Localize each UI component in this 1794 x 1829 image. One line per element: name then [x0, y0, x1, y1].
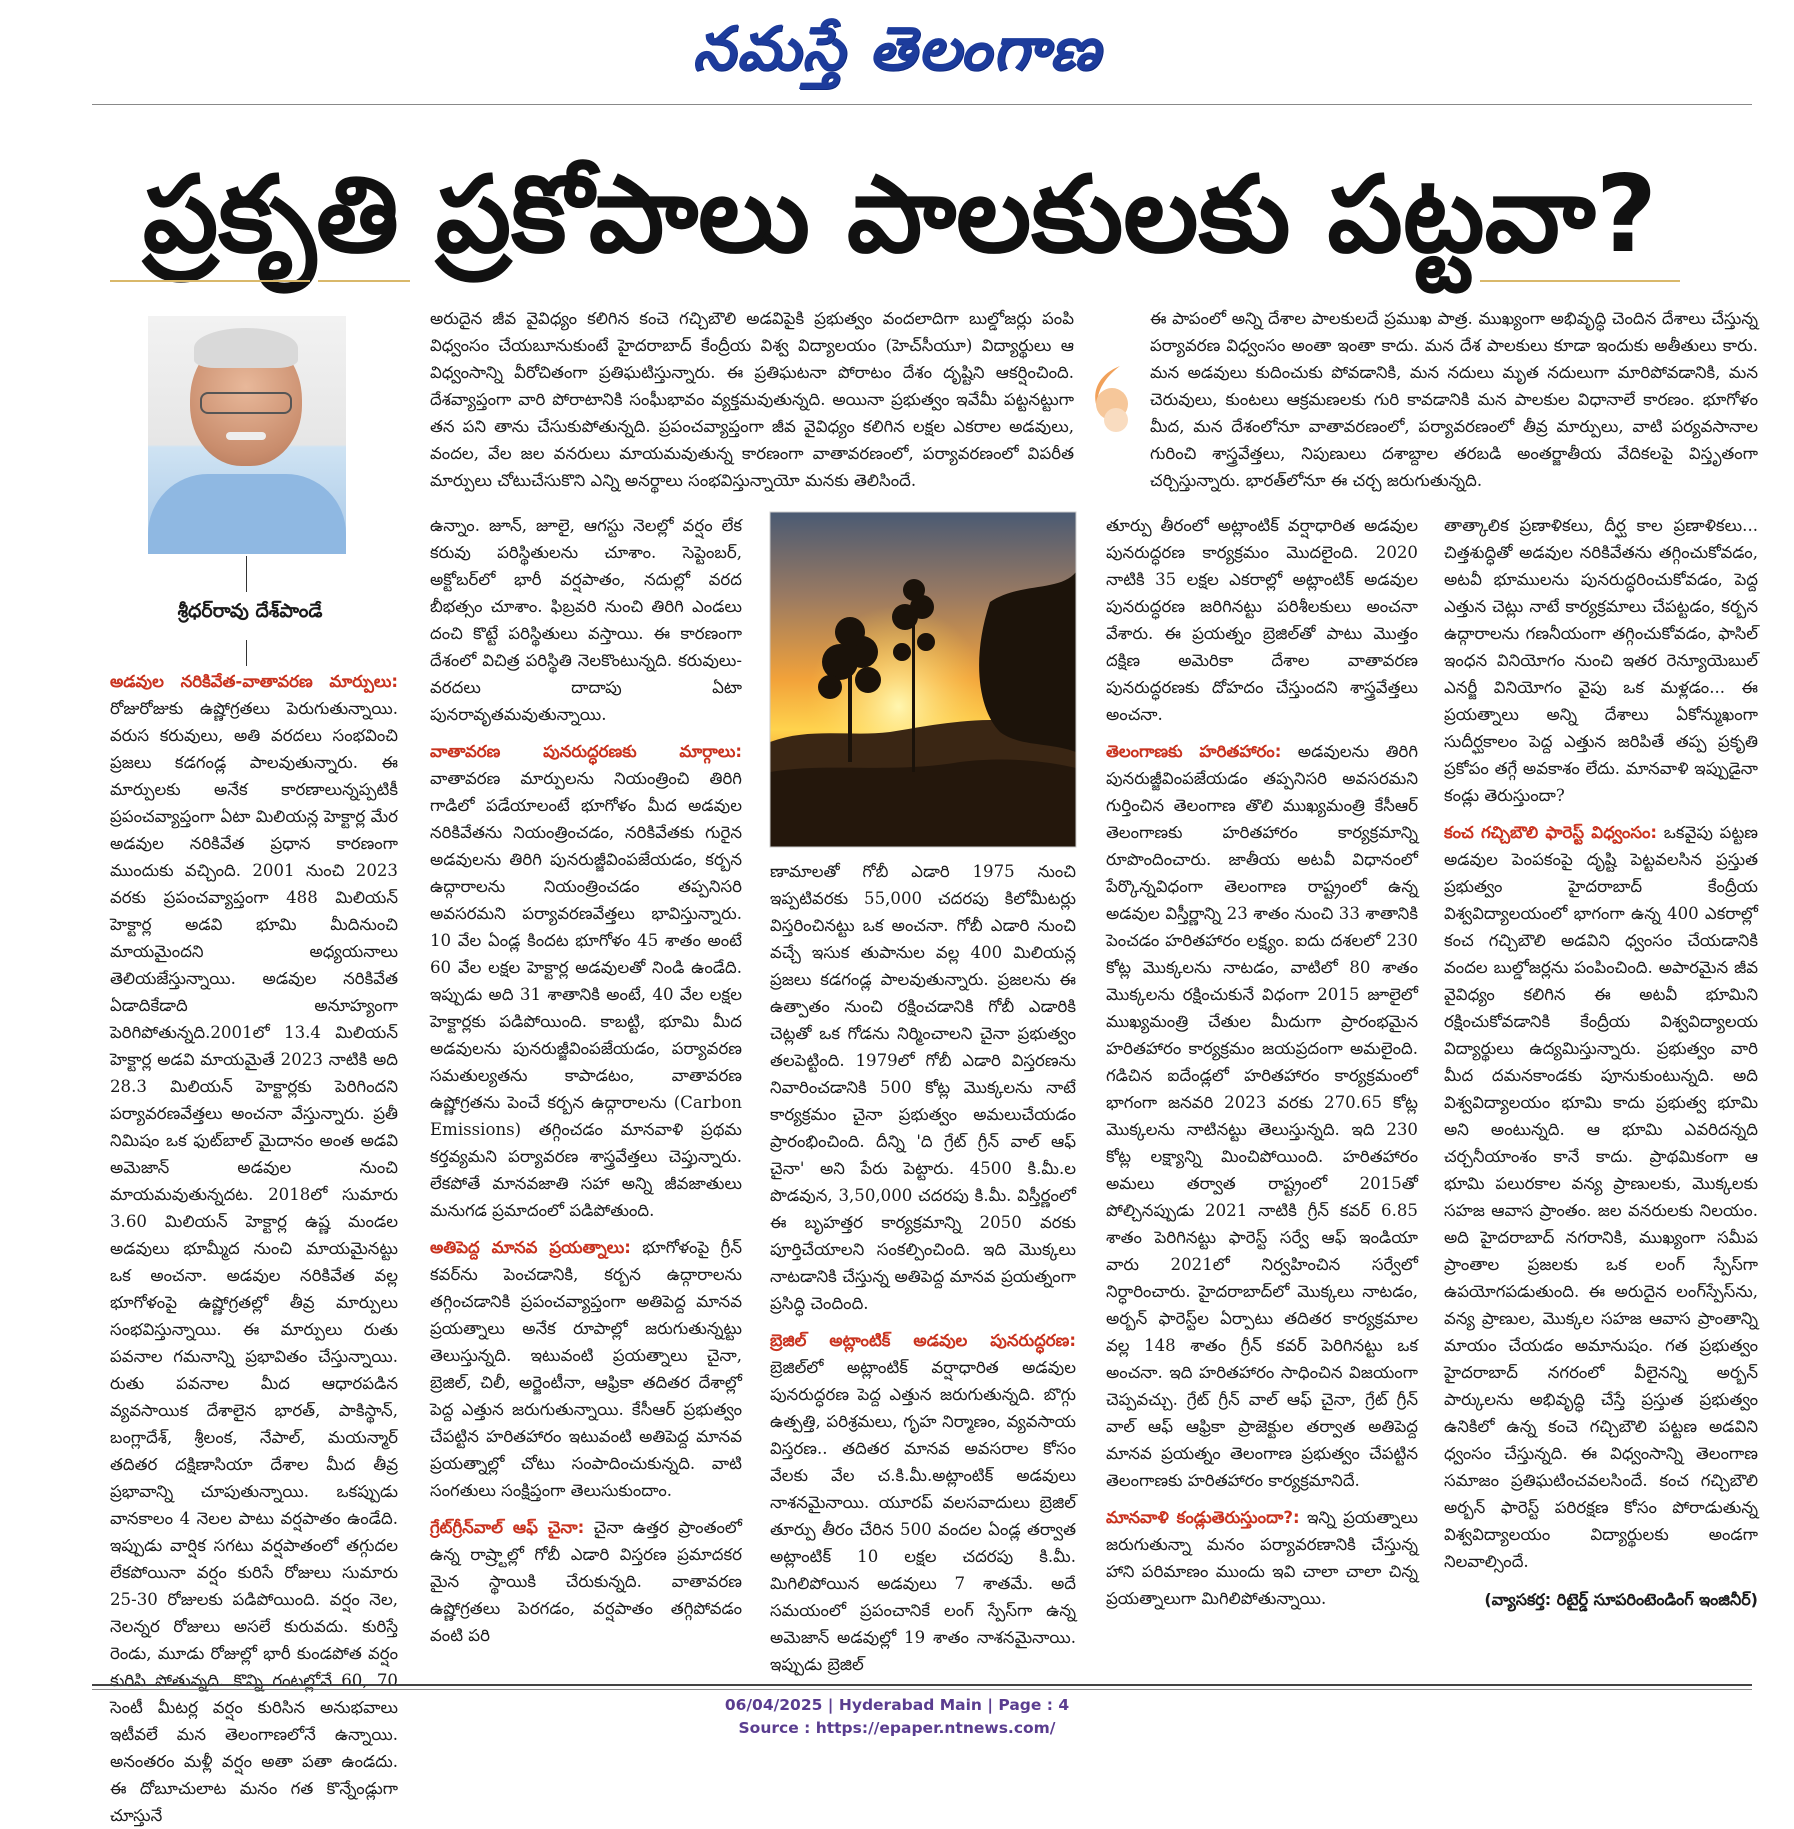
paragraph [430, 738, 742, 1224]
subheading: బ్రెజిల్ అట్లాంటిక్ అడవుల పునరుద్ధరణ: [770, 1331, 1076, 1350]
subheading: గ్రేట్‌గ్రీన్‌వాల్ ఆఫ్ చైనా: [430, 1518, 585, 1537]
subheading: తెలంగాణకు హరితహారం: [1106, 742, 1282, 761]
author-connector-top [246, 556, 247, 592]
paragraph-text: రోజురోజుకు ఉష్ణోగ్రతలు పెరుగుతున్నాయి. వరుస కరువులు, అతి వరదలు సంభవించి ప్రజలు కడగండ్ల పాలవుతున్నారు. ఈ మార్పులకు అనేక కారణాలున్నప్పటికీ ప్రపంచవ్యాప్తంగా ఏటా మిలియన్ల హెక్టార్ల మేర అడవుల నరికివేత ప్రధాన కారణంగా ముందుకు వచ్చింది. 2001 నుంచి 2023 వరకు ప్రపంచవ్యాప్తంగా 488 మిలియన్ హెక్టార్ల అడవి భూమి మీదినుంచి మాయమైందని అధ్యయనాలు తెలియజేస్తున్నాయి. అడవుల నరికివేత ఏడాదికేడాది అనూహ్యంగా పెరిగిపోతున్నది.2001లో 13.4 మిలియన్ హెక్టార్ల అడవి మాయమైతే 2023 నాటికి అది 28.3 మిలియన్ హెక్టార్లకు పెరిగిందని పర్యావరణవేత్తలు అంచనా వేస్తున్నారు. ప్రతీ నిమిషం ఒక ఫుట్‌బాల్ మైదానం అంత అడవి అమెజాన్ అడవుల నుంచి మాయమవుతున్నదట. 2018లో సుమారు 3.60 మిలియన్ హెక్టార్ల ఉష్ణ మండల అడవులు భూమ్మీద నుంచి మాయమైనట్టు ఒక అంచనా. అడవుల నరికివేత వల్ల భూగోళంపై ఉష్ణోగ్రతల్లో తీవ్ర మార్పులు సంభవిస్తున్నాయి. ఈ మార్పులు రుతు పవనాల గమనాన్ని ప్రభావితం చేస్తున్నాయి. రుతు పవనాల మీద ఆధారపడిన వ్యవసాయిక దేశాలైన భారత్, పాకిస్థాన్, బంగ్లాదేశ్, శ్రీలంక, నేపాల్, మయన్మార్ తదితర దక్షిణాసియా దేశాల మీద తీవ్ర ప్రభావాన్ని చూపుతున్నాయి. ఒకప్పుడు వానకాలం 4 నెలల పాటు వర్షపాతం ఉండేది. ఇప్పుడు వార్షిక సగటు వర్షపాతంలో తగ్గుదల లేకపోయినా వర్షం కురిసే రోజులు సుమారు 25-30 రోజులకు పడిపోయింది. వర్షం నెల, నెలన్నర రోజులు అసలే కురువదు. కురిస్తే రెండు, మూడు రోజుల్లో భారీ కుండపోత వర్షం కురిసి పోతున్నది. కొన్ని గంటల్లోనే 60, 70 సెంటీ మీటర్ల వర్షం కురిసిన అనుభవాలు ఇటీవలే మన తెలంగాణలోనే ఉన్నాయి. అనంతరం మళ్లీ వర్షం అతా పతా ఉండదు. ఈ దోబూచులాట మనం గత కొన్నేండ్లుగా చూస్తునే [110, 699, 398, 1825]
paragraph [770, 1327, 1076, 1678]
swirl-ornament-icon [1082, 360, 1132, 440]
author-connector-bottom [246, 640, 247, 666]
paragraph-text: ఇన్ని ప్రయత్నాలు జరుగుతున్నా మనం పర్యావరణానికి చేస్తున్న హాని పరిమాణం ముందు ఇవి చాలా చాలా చిన్న ప్రయత్నాలుగా మిగిలిపోతున్నాయి. [1106, 1508, 1418, 1608]
paragraph-text: ణామాలతో గోబీ ఎడారి 1975 నుంచి ఇప్పటివరకు 55,000 చదరపు కిలోమీటర్లు విస్తరించినట్టు ఒక అంచనా. గోబీ ఎడారి నుంచి వచ్చే ఇసుక తుపానుల వల్ల 400 మిలియన్ల ప్రజలు కడగండ్ల పాలవుతున్నారు. ప్రజలను ఈ ఉత్పాతం నుంచి రక్షించడానికి గోబీ ఎడారికి చెట్లతో ఒక గోడను నిర్మించాలని చైనా ప్రభుత్వం తలపెట్టింది. 1979లో గోబీ ఎడారి విస్తరణను నివారించడానికి 500 కోట్ల మొక్కలను నాటే కార్యక్రమం చైనా ప్రభుత్వం అమలుచేయడం ప్రారంభించింది. దీన్ని 'ది గ్రేట్ గ్రీన్ వాల్ ఆఫ్ చైనా' అని పేరు పెట్టారు. 4500 కి.మీ.ల పొడవున, 3,50,000 చదరపు కి.మీ. విస్తీర్ణంలో ఈ బృహత్తర కార్యక్రమాన్ని 2050 వరకు పూర్తిచేయాలని సంకల్పించింది. ఇది మొక్కలు నాటడానికి చేస్తున్న అతిపెద్ద మానవ ప్రయత్నంగా ప్రసిద్ధి చెందింది. [770, 862, 1076, 1313]
headline: ప్రకృతి ప్రకోపాలు పాలకులకు పట్టవా? [142, 153, 1658, 276]
paragraph-text: భూగోళంపై గ్రీన్ కవర్‌ను పెంచడానికి, కర్బన ఉద్గారాలను తగ్గించడానికి ప్రపంచవ్యాప్తంగా అతిపెద్ద మానవ ప్రయత్నాలు అనేక రూపాల్లో జరుగుతున్నట్టు తెలుస్తున్నది. ఇటువంటి ప్రయత్నాలు చైనా, బ్రెజిల్, చిలీ, అర్జెంటీనా, ఆఫ్రికా తదితర దేశాల్లో పెద్ద ఎత్తున జరుగుతున్నాయి. కేసీఆర్ ప్రభుత్వం చేపట్టిన హరితహారం ఇటువంటి అతిపెద్ద మానవ ప్రయత్నాల్లో చోటు సంపాదించుకున్నది. వాటి సంగతులు సంక్షిప్తంగా తెలుసుకుందాం. [430, 1238, 742, 1500]
column-4 [1106, 512, 1418, 1680]
intro-left: అరుదైన జీవ వైవిధ్యం కలిగిన కంచె గచ్చిబౌలి అడవిపైకి ప్రభుత్వం వందలాదిగా బుల్డోజర్లు పంపి విధ్వంసం చేయబూనుకుంటే హైదరాబాద్ కేంద్రీయ విశ్వ విద్యాలయం (హెచ్‌సీయూ) విద్యార్థులు ఆ విధ్వంసాన్ని వీరోచితంగా ప్రతిఘటిస్తున్నారు. ఈ ప్రతిఘటనా పోరాటం దేశం దృష్టిని ఆకర్షించింది. దేశవ్యాప్తంగా వారి పోరాటానికి సంఘీభావం వ్యక్తమవుతున్నది. అయినా ప్రభుత్వం ఇవేమీ పట్టనట్టుగా తన పని తాను చేసుకుపోతున్నది. ప్రపంచవ్యాప్తంగా జీవ వైవిధ్యం కలిగిన లక్షల ఎకరాల అడవులు, వందల, వేల జల వనరులు మాయమవుతున్న కారణంగా వాతావరణంలో, పర్యావరణంలో విపరీత మార్పులు చోటుచేసుకొని ఎన్ని అనర్థాలు సంభవిస్తున్నాయో మనకు తెలిసిందే. [430, 309, 1074, 490]
footer-rule-2 [92, 1689, 1752, 1690]
paragraph [1106, 738, 1418, 1494]
footer-rule-1 [92, 1684, 1752, 1686]
footer-edition: 06/04/2025 | Hyderabad Main | Page : 4 [724, 1696, 1070, 1714]
paragraph-text: తూర్పు తీరంలో అట్లాంటిక్ వర్షాధారిత అడవుల పునరుద్ధరణ కార్యక్రమం మొదలైంది. 2020 నాటికి 35 లక్షల ఎకరాల్లో అట్లాంటిక్ అడవుల పునరుద్ధరణ జరిగినట్టు పరిశీలకులు అంచనా వేశారు. ఈ ప్రయత్నం బ్రెజిల్‌తో పాటు మొత్తం దక్షిణ అమెరికా దేశాల వాతావరణ పునరుద్ధరణకు దోహదం చేస్తుందని శాస్త్రవేత్తలు అంచనా. [1106, 516, 1418, 724]
paragraph [1106, 512, 1418, 728]
subheading: మానవాళి కండ్లుతెరుస్తుందా?: [1106, 1508, 1300, 1527]
column-3 [770, 858, 1076, 1680]
paragraph-text: ఒకవైపు పట్టణ అడవుల పెంపకంపై దృష్టి పెట్టవలసిన ప్రస్తుత ప్రభుత్వం హైదరాబాద్ కేంద్రీయ విశ్వవిద్యాలయంలో భాగంగా ఉన్న 400 ఎకరాల్లో కంచ గచ్చిబౌలి అడవిని ధ్వంసం చేయడానికి వందల బుల్డోజర్లను పంపించింది. అపారమైన జీవ వైవిధ్యం కలిగిన ఈ అటవీ భూమిని రక్షించుకోవడానికి కేంద్రీయ విశ్వవిద్యాలయ విద్యార్థులు ఉద్యమిస్తున్నారు. ప్రభుత్వం వారి మీద దమనకాండకు పూనుకుంటున్నది. అది విశ్వవిద్యాలయం భూమి కాదు ప్రభుత్వ భూమి అని అంటున్నది. ఆ భూమి ఎవరిదన్నది చర్చనీయాంశం కానే కాదు. ప్రాథమికంగా ఆ భూమి పలురకాల వన్య ప్రాణులకు, మొక్కలకు సహజ ఆవాస ప్రాంతం. జల వనరులకు నిలయం. అది హైదరాబాద్ నగరానికి, ముఖ్యంగా సమీప ప్రాంతాల ప్రజలకు ఒక లంగ్ స్పేస్‌గా ఉపయోగపడుతుంది. ఈ అరుదైన లంగ్‌స్పేస్‌ను, వన్య ప్రాణుల, మొక్కల సహజ ఆవాస ప్రాంతాన్ని మాయం చేయడం అమానుషం. గత ప్రభుత్వం హైదరాబాద్ నగరంలో వీలైనన్ని అర్బన్ పార్కులను అభివృద్ధి చేస్తే ప్రస్తుత ప్రభుత్వం ఉనికిలో ఉన్న కంచె గచ్చిబౌలి పట్టణ అడవిని ధ్వంసం చేస్తున్నది. ఈ విధ్వంసాన్ని తెలంగాణ సమాజం ప్రతిఘటించవలసిందే. కంచ గచ్చిబౌలి అర్బన్ ఫారెస్ట్ పరిరక్షణ కోసం పోరాడుతున్న విశ్వవిద్యాలయం విద్యార్థులకు అండగా నిలవాల్సిందే. [1444, 823, 1759, 1571]
intro-right: ఈ పాపంలో అన్ని దేశాల పాలకులదే ప్రముఖ పాత్ర. ముఖ్యంగా అభివృద్ధి చెందిన దేశాలు చేస్తున్న పర్యావరణ విధ్వంసం అంతా ఇంతా కాదు. మన దేశ పాలకులు కూడా ఇందుకు అతీతులు కారు. మన అడవులు కుదించుకు పోవడానికి, మన నదులు మృత నదులుగా మారిపోవడానికి, మన చెరువులు, కుంటలు ఆక్రమణలకు గురి కావడానికి మన పాలకుల విధానాలే కారణం. భూగోళం మీద, మన దేశంలోనూ వాతావరణంలో, పర్యావరణంలో తీవ్ర మార్పులు, వాటి పర్యవసానాల గురించి శాస్త్రవేత్తలు, నిపుణులు దశాబ్దాల తరబడి అంతర్జాతీయ వేదికలపై విస్తృతంగా చర్చిస్తున్నారు. భారత్‌లోనూ ఈ చర్చ జరుగుతున్నది. [1150, 309, 1758, 490]
paragraph [770, 858, 1076, 1317]
column-5 [1444, 512, 1758, 1582]
paragraph-text: చైనా ఉత్తర ప్రాంతంలో ఉన్న రాష్ర్టాల్లో గోబీ ఎడారి విస్తరణ ప్రమాదకర మైన స్థాయికి చేరుకున్నది. వాతావరణ ఉష్ణోగ్రతలు పెరగడం, వర్షపాతం తగ్గిపోవడం వంటి పరి [430, 1518, 742, 1645]
paragraph-text: అడవులను తిరిగి పునరుజ్జీవింపజేయడం తప్పనిసరి అవసరమని గుర్తించిన తెలంగాణ తొలి ముఖ్యమంత్రి కేసీఆర్ తెలంగాణకు హరితహారం కార్యక్రమాన్ని రూపొందించారు. జాతీయ అటవీ విధానంలో పేర్కొన్నవిధంగా తెలంగాణ రాష్ట్రంలో ఉన్న అడవుల విస్తీర్ణాన్ని 23 శాతం నుంచి 33 శాతానికి పెంచడం హరితహారం లక్ష్యం. ఐదు దశలలో 230 కోట్ల మొక్కలను నాటడం, వాటిలో 80 శాతం మొక్కలను రక్షించుకునే విధంగా 2015 జూలైలో ముఖ్యమంత్రి చేతుల మీదుగా ప్రారంభమైన హరితహారం కార్యక్రమం జయప్రదంగా అమలైంది. గడిచిన ఐదేండ్లలో హరితహారం కార్యక్రమంలో భాగంగా జనవరి 2023 వరకు 270.65 కోట్ల మొక్కలను నాటినట్టు తెలుస్తున్నది. ఇది 230 కోట్ల లక్ష్యాన్ని మించిపోయింది. హరితహారం అమలు తర్వాత రాష్ట్రంలో 2015తో పోల్చినప్పుడు 2021 నాటికి గ్రీన్ కవర్ 6.85 శాతం పెరిగినట్టు ఫారెస్ట్ సర్వే ఆఫ్ ఇండియా వారు 2021లో నిర్వహించిన సర్వేలో నిర్ధారించారు. హైదరాబాద్‌లో మొక్కలు నాటడం, అర్బన్ ఫారెస్ట్‌ల ఏర్పాటు తదితర కార్యక్రమాల వల్ల 148 శాతం గ్రీన్ కవర్ పెరిగినట్టు ఒక అంచనా. ఇది హరితహారం సాధించిన విజయంగా చెప్పవచ్చు. గ్రేట్ గ్రీన్ వాల్ ఆఫ్ చైనా, గ్రేట్ గ్రీన్ వాల్ ఆఫ్ ఆఫ్రికా ప్రాజెక్టుల తర్వాత అతిపెద్ద మానవ ప్రయత్నం తెలంగాణ ప్రభుత్వం చేపట్టిన తెలంగాణకు హరితహారం కార్యక్రమానిదే. [1106, 742, 1419, 1490]
author-byline: (వ్యాసకర్త: రిటైర్డ్ సూపరింటెండింగ్ ఇంజినీర్) [1484, 1590, 1758, 1609]
paragraph [110, 668, 398, 1829]
author-name: శ్రీధర్‌రావు దేశ్‌పాండే [177, 600, 323, 622]
sunset-forest-photo [770, 512, 1076, 847]
paragraph [430, 1234, 742, 1504]
subheading: అడవుల నరికివేత-వాతావరణ మార్పులు: [110, 672, 398, 691]
paragraph-text: ఉన్నాం. జూన్, జూలై, ఆగస్టు నెలల్లో వర్షం లేక కరువు పరిస్థితులను చూశాం. సెప్టెంబర్, అక్టోబర్‌లో భారీ వర్షపాతం, నదుల్లో వరద బీభత్సం చూశాం. ఫిబ్రవరి నుంచి తిరిగి ఎండలు దంచి కొట్టే పరిస్థితులు వస్తాయి. ఈ కారణంగా దేశంలో విచిత్ర పరిస్థితి నెలకొంటున్నది. కరువులు-వరదలు దాదాపు ఏటా పునరావృతమవుతున్నాయి. [430, 516, 742, 724]
paragraph [430, 1514, 742, 1649]
paragraph [1444, 512, 1758, 809]
paragraph-text: వాతావరణ మార్పులను నియంత్రించి తిరిగి గాడిలో పడేయాలంటే భూగోళం మీద అడవుల నరికివేతను నియంత్రించడం, నరికివేతకు గురైన అడవులను తిరిగి పునరుజ్జీవింపజేయడం, కర్బన ఉద్గారాలను నియంత్రించడం తప్పనిసరి అవసరమని పర్యావరణవేత్తలు భావిస్తున్నారు. 10 వేల ఏండ్ల కిందట భూగోళం 45 శాతం అంటే 60 వేల లక్షల హెక్టార్ల అడవులతో నిండి ఉండేది. ఇప్పుడు అది 31 శాతానికి అంటే, 40 వేల లక్షల హెక్టార్లకు పడిపోయింది. కాబట్టి, భూమి మీద అడవులను పునరుజ్జీవింపజేయడం, పర్యావరణ సమతుల్యతను కాపాడటం, వాతావరణ ఉష్ణోగ్రతను పెంచే కర్బన ఉద్గారాలను (Carbon Emissions) తగ్గించడం మానవాళి ప్రథమ కర్తవ్యమని పర్యావరణ శాస్త్రవేత్తలు చెప్తున్నారు. లేకపోతే మానవజాతి సహా అన్ని జీవజాతులు మనుగడ ప్రమాదంలో పడిపోతుంది. [430, 769, 742, 1220]
author-photo [148, 316, 346, 550]
headline-rule-left [110, 280, 310, 282]
footer-source: Source : https://epaper.ntnews.com/ [738, 1719, 1056, 1737]
paragraph-text: బ్రెజిల్‌లో అట్లాంటిక్ వర్షాధారిత అడవుల పునరుద్ధరణ పెద్ద ఎత్తున జరుగుతున్నది. బొగ్గు ఉత్పత్తి, పరిశ్రమలు, గృహ నిర్మాణం, వ్యవసాయ విస్తరణ.. తదితర మానవ అవసరాల కోసం వేలకు వేల చ.కి.మీ.అట్లాంటిక్ అడవులు నాశనమైనాయి. యూరప్ వలసవాదులు బ్రెజిల్ తూర్పు తీరం చేరిన 500 వందల ఏండ్ల తర్వాత అట్లాంటిక్ 10 లక్షల చదరపు కి.మీ. మిగిలిపోయిన అడవులు 7 శాతమే. అదే సమయంలో ప్రపంచానికే లంగ్ స్పేస్‌గా ఉన్న అమెజాన్ అడవుల్లో 19 శాతం నాశనమైనాయి. ఇప్పుడు బ్రెజిల్ [770, 1358, 1076, 1674]
subheading: వాతావరణ పునరుద్ధరణకు మార్గాలు: [430, 742, 742, 761]
paragraph [1444, 819, 1758, 1575]
column-1 [110, 668, 398, 1825]
subheading: కంచ గచ్చిబౌలి ఫారెస్ట్ విధ్వంసం: [1444, 823, 1658, 842]
paragraph [430, 512, 742, 728]
subheading: అతిపెద్ద మానవ ప్రయత్నాలు: [430, 1238, 631, 1257]
headline-rule-mid [318, 280, 410, 282]
masthead-logo: నమస్తే తెలంగాణ [692, 14, 1102, 84]
paragraph [1106, 1504, 1418, 1612]
paragraph-text: తాత్కాలిక ప్రణాళికలు, దీర్ఘ కాల ప్రణాళికలు... చిత్తశుద్ధితో అడవుల నరికివేతను తగ్గించుకోవడం, అటవీ భూములను పునరుద్ధరించుకోవడం, పెద్ద ఎత్తున చెట్లు నాటే కార్యక్రమాలు చేపట్టడం, కర్బన ఉద్గారాలను గణనీయంగా తగ్గించుకోవడం, ఫాసిల్ ఇంధన వినియోగం నుంచి ఇతర రెన్యూయెబుల్ ఎనర్జీ వినియోగం వైపు ఒక మళ్లడం... ఈ ప్రయత్నాలు అన్ని దేశాలు ఏకోన్ముఖంగా సుదీర్ఘకాలం పెద్ద ఎత్తున జరిపితే తప్ప ప్రకృతి ప్రకోపం తగ్గే అవకాశం లేదు. మానవాళి ఇప్పుడైనా కండ్లు తెరుస్తుందా? [1444, 516, 1758, 805]
masthead-divider [92, 104, 1752, 105]
headline-rule-right [1480, 280, 1680, 282]
column-2 [430, 512, 742, 1680]
